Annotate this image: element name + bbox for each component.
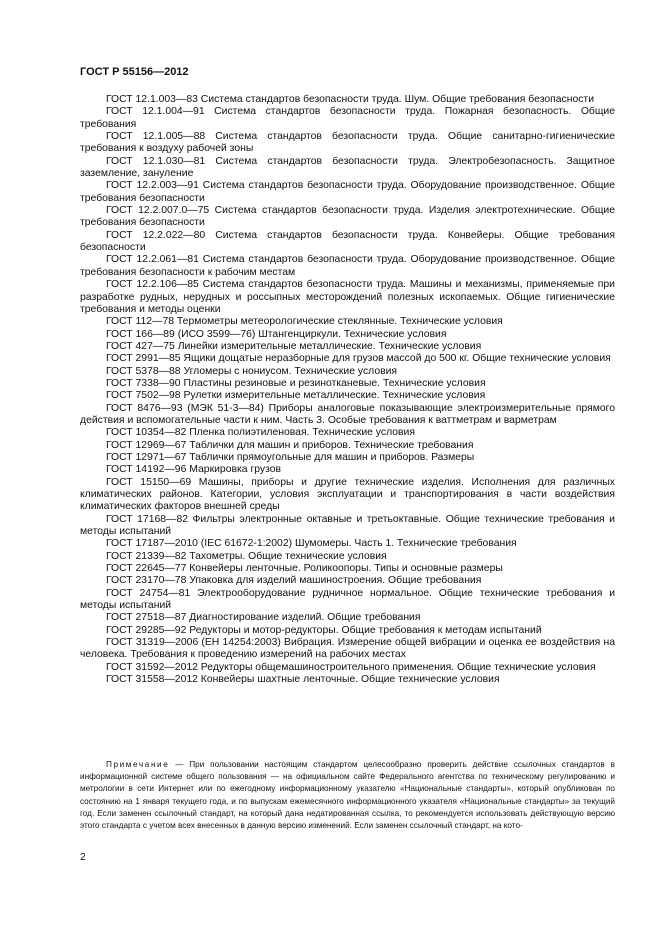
reference-item: ГОСТ 12.2.061—81 Система стандартов безопасности труда. Оборудование производственное. Общие требования безопасности к рабочим местам bbox=[80, 254, 615, 278]
reference-item: ГОСТ 7502—98 Рулетки измерительные металлические. Технические условия bbox=[106, 390, 486, 402]
reference-item: ГОСТ 12.1.004—91 Система стандартов безопасности труда. Пожарная безопасность. Общие требования bbox=[80, 106, 615, 130]
reference-item: ГОСТ 12.2.022—80 Система стандартов безопасности труда. Конвейеры. Общие требования безопасности bbox=[80, 229, 615, 254]
reference-item: ГОСТ 31558—2012 Конвейеры шахтные ленточные. Общие технические условия bbox=[106, 674, 500, 686]
reference-item: ГОСТ 31592—2012 Редукторы общемашиностроительного применения. Общие технические условия bbox=[106, 661, 596, 673]
reference-item: ГОСТ 24754—81 Электрооборудование рудничное нормальное. Общие технические требования и методы испытаний bbox=[80, 587, 615, 612]
reference-item: ГОСТ 29285—92 Редукторы и мотор-редукторы. Общие требования к методам испытаний bbox=[106, 624, 542, 636]
reference-item: ГОСТ 12.2.003—91 Система стандартов безопасности труда. Оборудование производственное. Общие требования безопасности bbox=[80, 180, 615, 204]
reference-item: ГОСТ 7338—90 Пластины резиновые и резинотканевые. Технические условия bbox=[106, 377, 486, 389]
reference-item: ГОСТ 12.1.003—83 Система стандартов безопасности труда. Шум. Общие требования безопасности bbox=[106, 94, 594, 105]
reference-item: ГОСТ 2991—85 Ящики дощатые неразборные для грузов массой до 500 кг. Общие технические условия bbox=[106, 353, 611, 365]
reference-item: ГОСТ 17187—2010 (IEC 61672-1:2002) Шумомеры. Часть 1. Технические требования bbox=[106, 538, 517, 550]
page-number: 2 bbox=[80, 852, 86, 863]
document-header: ГОСТ Р 55156—2012 bbox=[80, 66, 189, 78]
note-paragraph bbox=[80, 759, 615, 832]
reference-item: ГОСТ 166—89 (ИСО 3599—76) Штангенциркули. Технические условия bbox=[106, 328, 447, 340]
reference-item: ГОСТ 12.1.005—88 Система стандартов безопасности труда. Общие санитарно-гигиенические требования к воздуху рабочей зоны bbox=[80, 131, 615, 155]
reference-item: ГОСТ 21339—82 Тахометры. Общие технические условия bbox=[106, 550, 387, 562]
reference-item: ГОСТ 17168—82 Фильтры электронные октавные и третьоктавные. Общие технические требования и методы испытаний bbox=[80, 513, 615, 538]
reference-item: ГОСТ 112—78 Термометры метеорологические стеклянные. Технические условия bbox=[106, 316, 503, 328]
reference-item: ГОСТ 23170—78 Упаковка для изделий машиностроения. Общие требования bbox=[106, 575, 482, 587]
reference-item: ГОСТ 12.1.030—81 Система стандартов безопасности труда. Электробезопасность. Защитное заземление, зануление bbox=[80, 155, 615, 180]
reference-item: ГОСТ 12971—67 Таблички прямоугольные для машин и приборов. Размеры bbox=[106, 451, 475, 463]
reference-item: ГОСТ 10354—82 Пленка полиэтиленовая. Технические условия bbox=[106, 427, 415, 439]
reference-item: ГОСТ 5378—88 Угломеры с нониусом. Технические условия bbox=[106, 365, 398, 377]
reference-item: ГОСТ 22645—77 Конвейеры ленточные. Роликоопоры. Типы и основные размеры bbox=[106, 563, 503, 575]
reference-item: ГОСТ 8476—93 (МЭК 51-3—84) Приборы аналоговые показывающие электроизмерительные прямого действия и вспомогательные части к ним. Часть 3. Особые требования к ваттметрам и варметрам bbox=[80, 402, 615, 426]
reference-item: ГОСТ 12.2.007.0—75 Система стандартов безопасности труда. Изделия электротехнические. Общие требования безопасности bbox=[80, 205, 615, 229]
reference-item: ГОСТ 31319—2006 (ЕН 14254:2003) Вибрация. Измерение общей вибрации и оценка ее воздействия на человека. Требования к проведению измерений на рабочих местах bbox=[80, 637, 615, 661]
reference-item: ГОСТ 12969—67 Таблички для машин и приборов. Технические требования bbox=[106, 439, 474, 451]
normative-references bbox=[80, 94, 615, 687]
reference-item: ГОСТ 14192—96 Маркировка грузов bbox=[106, 464, 282, 476]
reference-item: ГОСТ 27518—87 Диагностирование изделий. Общие требования bbox=[106, 612, 421, 624]
note-label: Примечание bbox=[106, 760, 170, 769]
reference-item: ГОСТ 12.2.106—85 Система стандартов безопасности труда. Машины и механизмы, применяемые при разработке рудных, нерудных и россыпных месторождений полезных ископаемых. Общие гигиенические требования и методы оценки bbox=[80, 279, 615, 315]
reference-item: ГОСТ 427—75 Линейки измерительные металлические. Технические условия bbox=[106, 340, 482, 352]
note-text: — При пользовании настоящим стандартом целесообразно проверить действие ссылочных стандартов в информационной системе общего пользования — на официальном сайте Федерального агентства по техническому регулированию и метрологии в сети Интернет или по ежегодному информационному указателю «Национальные стандарты», который опубликован по состоянию на 1 января текущего года, и по выпускам ежемесячного информационного указателя «Национальные стандарты» за текущий год. Если заменен ссылочный стандарт, на который дана недатированная ссылка, то рекомендуется использовать действующую версию этого стандарта с учетом всех внесенных в данную версию изменений. Если заменен ссылочный стандарт, на кото- bbox=[80, 760, 615, 831]
reference-item: ГОСТ 15150—69 Машины, приборы и другие технические изделия. Исполнения для различных климатических районов. Категории, условия эксплуатации и транспортирования в части воздействия климатических факторов внешней среды bbox=[80, 476, 615, 513]
